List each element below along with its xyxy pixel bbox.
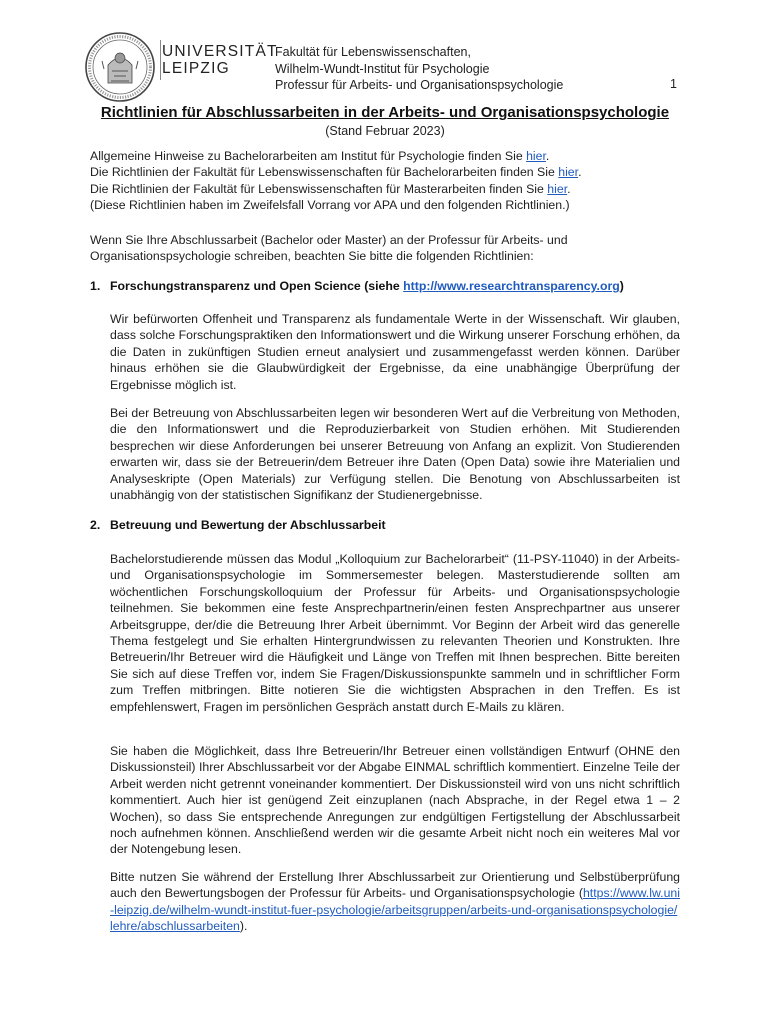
intro-links [90, 148, 690, 214]
intro-line-4: (Diese Richtlinien haben im Zweifelsfall Vorrang vor APA und den folgenden Richtlinien.) [90, 198, 570, 213]
intro-line-1-text: Allgemeine Hinweise zu Bachelorarbeiten am Institut für Psychologie finden Sie [90, 149, 527, 163]
section-2-paragraph-3-text: Bitte nutzen Sie während der Erstellung Ihrer Abschlussarbeit zur Orientierung und Selbstüberprüfung auch den Bewertungsbogen der Professur für Arbeits- und Organisationspsychologie ( [110, 870, 680, 901]
page-number: 1 [670, 77, 677, 91]
logo-divider [160, 40, 161, 80]
intro-line-2-text: Die Richtlinien der Fakultät für Lebenswissenschaften für Bachelorarbeiten finden Sie [90, 165, 559, 180]
intro-line-1 [90, 148, 690, 164]
logo-line-1: UNIVERSITÄT [162, 43, 278, 60]
header-line-3: Professur für Arbeits- und Organisationspsychologie [275, 78, 564, 92]
section-1-title: Forschungstransparenz und Open Science (siehe [110, 279, 404, 293]
period: . [567, 181, 571, 196]
evaluation-form-link[interactable]: https://www.lw.uni-leipzig.de/wilhelm-wundt-institut-fuer-psychologie/arbeitsgruppen/arbeits-und-organisationspsychologie/lehre/abschlussarbeiten [110, 886, 680, 934]
master-guidelines-link[interactable]: hier [547, 181, 568, 196]
document-subtitle: (Stand Februar 2023) [325, 124, 445, 138]
intro-line-3-text: Die Richtlinien der Fakultät für Lebenswissenschaften für Masterarbeiten finden Sie [90, 181, 548, 196]
research-transparency-link[interactable]: http://www.researchtransparency.org [403, 279, 620, 293]
header-line-1: Fakultät für Lebenswissenschaften, [275, 45, 471, 59]
section-2-heading [90, 518, 386, 532]
section-2-paragraph-3 [110, 869, 680, 935]
section-2-number: 2. [90, 518, 101, 532]
section-1-number: 1. [90, 279, 101, 293]
section-1-heading [90, 279, 624, 293]
section-2-paragraph-3-close: ). [239, 919, 248, 934]
intro-line-3 [90, 181, 690, 197]
header-address [275, 44, 563, 94]
section-2-paragraph-1: Bachelorstudierende müssen das Modul „Kolloquium zur Bachelorarbeit“ (11-PSY-11040) in der Arbeits- und Organisationspsychologie im Sommersemester belegen. Masterstudierende sollten am wöchentlichen Forschungskolloquium der Professur für Arbeits- und Organisationspsychologie teilnehmen. Sie bekommen eine feste Ansprechpartnerin/einen festen Ansprechpartner aus unserer Arbeitsgruppe, der/die die Betreuung Ihrer Arbeit übernimmt. Vor Beginn der Arbeit wird das generelle Thema festgelegt und Sie erhalten Hintergrundwissen zu relevanten Theorien und Konstrukten. Ihre Betreuerin/Ihr Betreuer wird die Häufigkeit und Länge von Treffen mit Ihnen besprechen. Bitte bereiten Sie sich auf diese Treffen vor, indem Sie Fragen/Diskussionspunkte sammeln und in schriftlicher Form zum Treffen mitbringen. Bitte notieren Sie die wichtigsten Absprachen in den Treffen. Es ist empfehlenswert, Fragen im persönlichen Gespräch anstatt durch E-Mails zu klären. [110, 552, 680, 714]
period: . [578, 165, 582, 180]
period: . [545, 149, 550, 163]
intro-paragraph: Wenn Sie Ihre Abschlussarbeit (Bachelor oder Master) an der Professur für Arbeits- und Organisationspsychologie schreiben, beachten Sie bitte die folgenden Richtlinien: [90, 233, 568, 264]
logo-line-2: LEIPZIG [162, 60, 230, 77]
bachelor-info-link[interactable]: hier [526, 149, 546, 163]
section-2-title: Betreuung und Bewertung der Abschlussarbeit [110, 518, 386, 532]
header-line-2: Wilhelm-Wundt-Institut für Psychologie [275, 61, 490, 76]
university-seal-icon [84, 31, 156, 103]
section-1-title-close: ) [619, 279, 624, 293]
section-1-paragraph-2: Bei der Betreuung von Abschlussarbeiten legen wir besonderen Wert auf die Verbreitung von Methoden, die den Informationswert und die Reproduzierbarkeit von Studien erhöhen. Mit Studierenden besprechen wir diese Anforderungen bei unserer Betreuung von Anfang an explizit. Von Studierenden erwarten wir, dass sie der Betreuerin/dem Betreuer ihre Daten (Open Data) sowie ihre Materialien und Analyseskripte (Open Materials) zur Verfügung stellen. Die Benotung von Abschlussarbeiten ist unabhängig von der statistischen Signifikanz der Studienergebnisse. [110, 406, 680, 503]
bachelor-guidelines-link[interactable]: hier [558, 165, 579, 180]
document-title: Richtlinien für Abschlussarbeiten in der Arbeits- und Organisationspsychologie [100, 104, 670, 121]
section-1-paragraph-1: Wir befürworten Offenheit und Transparenz als fundamentale Werte in der Wissenschaft. Wir glauben, dass solche Forschungspraktiken den Informationswert und die Wirkung unserer Forschung erhöhen, da die Daten in zukünftigen Studien erneut analysiert und zusammengefasst werden können. Darüber hinaus erhöhen sie die Glaubwürdigkeit der Ergebnisse, da eine unabhängige Überprüfung der Ergebnisse möglich ist. [110, 312, 680, 392]
intro-line-2 [90, 164, 690, 180]
section-2-paragraph-2: Sie haben die Möglichkeit, dass Ihre Betreuerin/Ihr Betreuer einen vollständigen Entwurf (OHNE den Diskussionsteil) Ihrer Abschlussarbeit vor der Abgabe EINMAL schriftlich kommentiert. Einzelne Teile der Arbeit werden nicht getrennt voneinander kommentiert. Der Diskussionsteil wird von uns nicht schriftlich kommentiert. Auch hier ist genügend Zeit einzuplanen (nach Absprache, in der Regel etwa 1 – 2 Wochen), so dass Sie entsprechende Anregungen zur endgültigen Fertigstellung der Abschlussarbeit noch aufnehmen können. Anschließend werden wir die gesamte Arbeit nicht noch ein weiteres Mal vor der Notengebung lesen. [110, 744, 680, 857]
university-logo [162, 43, 278, 77]
